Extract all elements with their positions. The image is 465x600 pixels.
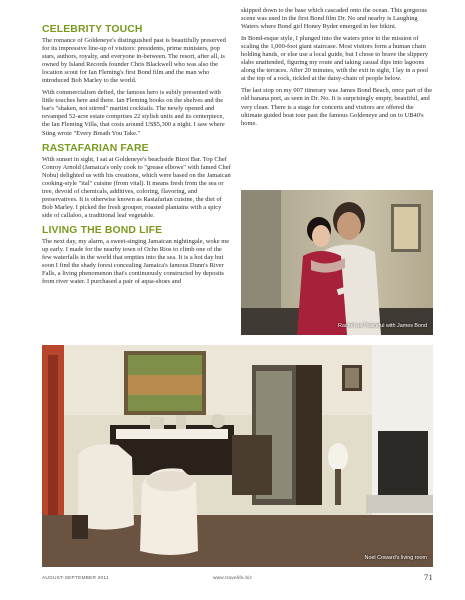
left-column bbox=[42, 24, 231, 290]
heading-rastafarian-fare: RASTAFARIAN FARE bbox=[42, 142, 149, 154]
heading-celebrity-touch: CELEBRITY TOUCH bbox=[42, 24, 143, 35]
paragraph: skipped down to the base which cascaded onto the ocean. This gorgeous scene was used in the first Bond film Dr. No and nearby is Laughing Waters where Bond girl Honey Ryder emerged in her bikini. bbox=[241, 7, 428, 31]
photo-noel-cowards-living-room bbox=[42, 345, 433, 567]
paragraph: The next day, my alarm, a sweet-singing Jamaican nightingale, woke me up early. I made for the nearby town of Ocho Rios to climb one of the few waterfalls in the world that empties into the sea. It is a hot day but soon I find the shady forest concealing Jamaica's famous Dunn's River Falls, a living phenomenon that's continuously constructed by deposits from river water. I purchased a pair of aqua-shoes and bbox=[42, 237, 230, 286]
caption-bond-photo: Rachel as Peaceful with James Bond bbox=[338, 323, 427, 329]
page-number: 71 bbox=[424, 572, 433, 582]
photo-rachel-with-james-bond bbox=[241, 190, 433, 335]
couple-photo-illustration bbox=[241, 190, 433, 335]
paragraph: The romance of Goldeneye's distinguished past is beautifully preserved for its impressive line-up of visitors: presidents, prime ministers, pop stars, authors, royalty, and everyone in-between. The resort, after all, is owned by Island Records founder Chris Blackwell who was also the location scout for Ian Fleming's first Bond film and the man who introduced Bob Marley to the world. bbox=[42, 37, 226, 85]
footer-issue-date: AUGUST-SEPTEMBER 2011 bbox=[42, 576, 109, 581]
paragraph: In Bond-esque style, I plunged into the waters prior to the mission of scaling the 1,000-foot giant staircase. Most visitors form a human chain holding hands, or else use a local guide, but I chose to brave the slippery slabs unattended, figuring my route and taking casual dips into lagoons along the terraces. After 20 minutes, with the exit in sight, I lay in a pool at the top of a rock, tickled at the daisy-chain of people below. bbox=[241, 35, 429, 83]
paragraph: The last stop on my 007 itinerary was James Bond Beach, once part of the old banana port, as seen in Dr. No. It is surprisingly empty, beautiful, and very clean. There is a stage for concerts and visitors are offered the ultimate guided boat tour past the famous Goldeneye and on to UB40's home. bbox=[241, 87, 433, 127]
living-room-illustration bbox=[42, 345, 433, 567]
heading-living-the-bond-life: LIVING THE BOND LIFE bbox=[42, 224, 163, 236]
paragraph: With sunset in sight, I sat at Goldeneye's beachside Bizot Bar. Top Chef Conroy Arnold (Jamaica's only cook to "grease elbows" with famed Chef Nobu) delighted us with his creations, which were based on the Jamaican cooking-style "ital" cuisine (from vital). It means fresh from the sea or tree, devoid of chemicals, additives, coloring, flavoring, and preservatives. It is otherwise known as Rastafarian cuisine, the diet of Bob Marley. I picked the fresh grouper, roasted plantains with a spicy side of callaloo, a traditional leaf vegetable. bbox=[42, 155, 231, 219]
paragraph: With commercialism defied, the famous hero is subtly presented with little touches here and there. Ian Fleming books on the shelves and the bar's "shaken, not stirred" martini cocktails. The newly opened and revamped 52-acre estate comprises 22 stylish units and its centerpiece, the Ian Fleming Villa, that costs around US$5,300 a night. I saw where Sting wrote "Every Breath You Take." bbox=[42, 89, 225, 137]
right-column bbox=[241, 7, 433, 132]
caption-room-photo: Noel Coward's living room bbox=[364, 555, 427, 561]
footer-website: www.travelife.biz bbox=[212, 576, 253, 581]
